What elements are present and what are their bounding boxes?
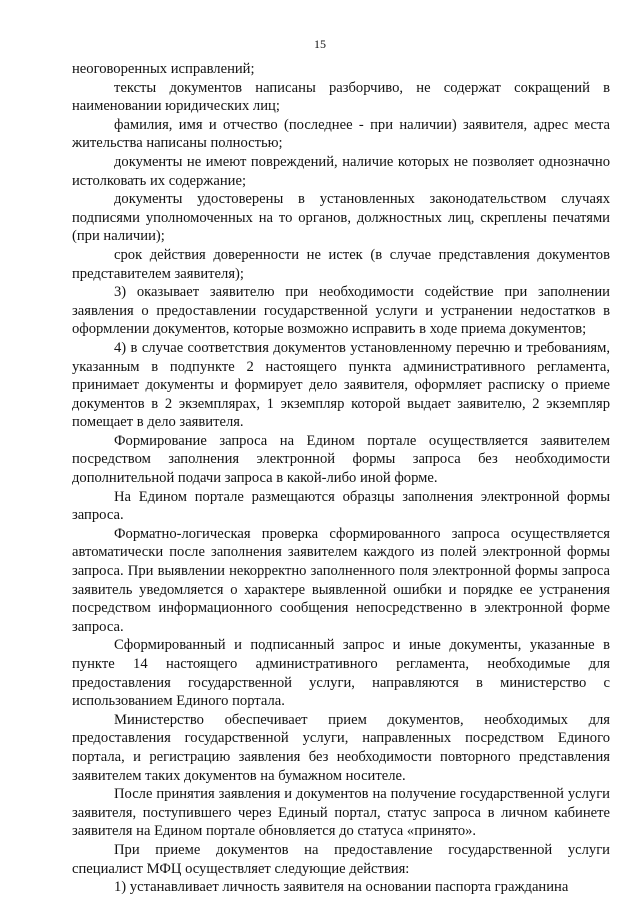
paragraph: Формирование запроса на Едином портале осуществляется заявителем посредством заполнения электронной формы запроса без необходимости дополнительной подачи запроса в какой-либо иной форме.: [72, 432, 610, 487]
paragraph: срок действия доверенности не истек (в случае представления документов представителем заявителя);: [72, 246, 610, 282]
paragraph: Форматно-логическая проверка сформированного запроса осуществляется автоматически после заполнения заявителем каждого из полей электронной формы запроса. При выявлении некорректно заполненного поля электронной формы запроса заявитель уведомляется о характере выявленной ошибки и порядке ее устранения посредством информационного сообщения непосредственно в электронной форме запроса.: [72, 525, 610, 635]
paragraph: 3) оказывает заявителю при необходимости содействие при заполнении заявления о предоставлении государственной услуги и устранении недостатков в оформлении документов, которые возможно исправить в ходе приема документов;: [72, 284, 610, 338]
document-body: [72, 60, 610, 897]
paragraph: При приеме документов на предоставление государственной услуги специалист МФЦ осуществляет следующие действия:: [72, 841, 610, 877]
paragraph: неоговоренных исправлений;: [72, 61, 255, 77]
paragraph: тексты документов написаны разборчиво, не содержат сокращений в наименовании юридических лиц;: [72, 79, 610, 115]
paragraph: документы удостоверены в установленных законодательством случаях подписями уполномоченных на то органов, должностных лиц, скреплены печатями (при наличии);: [72, 191, 610, 245]
paragraph: 1) устанавливает личность заявителя на основании паспорта гражданина: [114, 879, 569, 896]
paragraph: На Едином портале размещаются образцы заполнения электронной формы запроса.: [72, 488, 610, 524]
paragraph: фамилия, имя и отчество (последнее - при наличии) заявителя, адрес места жительства написаны полностью;: [72, 116, 610, 152]
paragraph: Министерство обеспечивает прием документов, необходимых для предоставления государственной услуги, направленных посредством Единого портала, и регистрацию заявления без необходимости повторного представления заявителем таких документов на бумажном носителе.: [72, 711, 610, 784]
paragraph: 4) в случае соответствия документов установленному перечню и требованиям, указанным в подпункте 2 настоящего пункта административного регламента, принимает документы и формирует дело заявителя, оформляет расписку о приеме документов в 2 экземплярах, 1 экземпляр которой выдает заявителю, 2 экземпляр помещает в дело заявителя.: [72, 339, 610, 431]
paragraph: документы не имеют повреждений, наличие которых не позволяет однозначно истолковать их содержание;: [72, 153, 610, 189]
paragraph: После принятия заявления и документов на получение государственной услуги заявителя, поступившего через Единый портал, статус запроса в личном кабинете заявителя на Едином портале обновляется до статуса «принято».: [72, 786, 610, 840]
paragraph: Сформированный и подписанный запрос и иные документы, указанные в пункте 14 настоящего административного регламента, необходимые для предоставления государственной услуги, направляются в министерство с использованием Единого портала.: [72, 637, 610, 710]
page-number: 15: [314, 37, 326, 51]
